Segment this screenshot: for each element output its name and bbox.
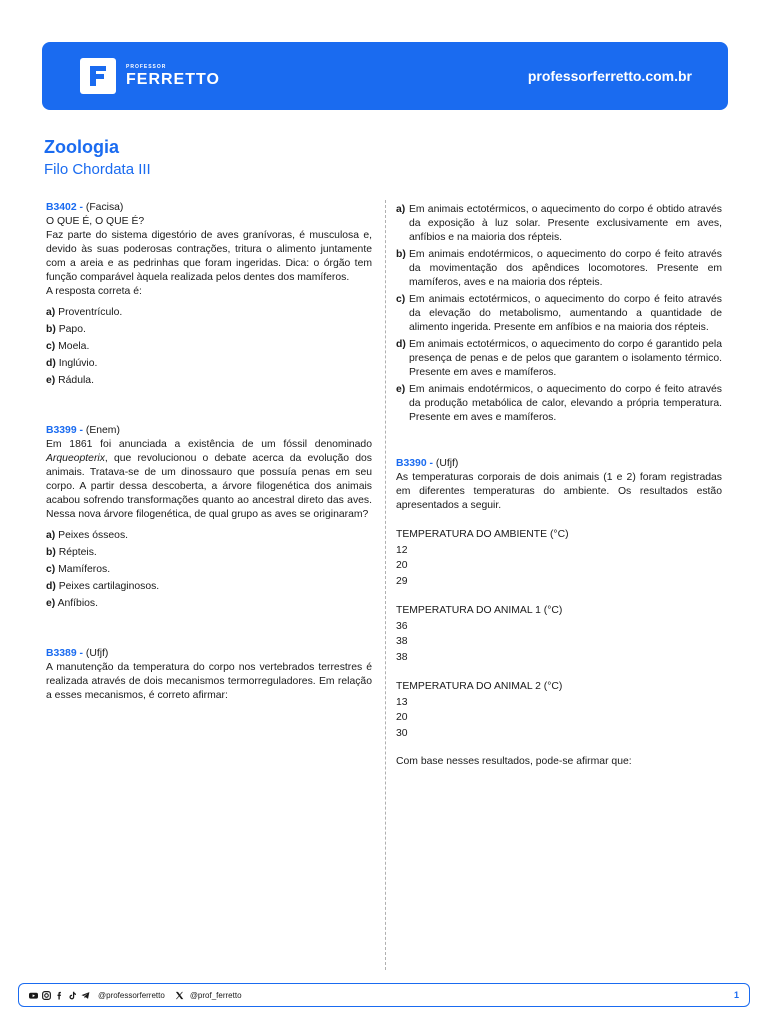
option-letter: e) — [46, 598, 56, 609]
site-link[interactable]: professorferretto.com.br — [527, 68, 692, 84]
question-line: O QUE É, O QUE É? — [46, 216, 145, 227]
option-letter: b) — [396, 249, 406, 260]
logo-f-icon — [80, 58, 116, 94]
footer-handle-2[interactable]: @prof_ferretto — [189, 990, 242, 1000]
option-c[interactable] — [46, 563, 372, 577]
option-letter: c) — [46, 341, 56, 352]
option-text: Em animais endotérmicos, o aquecimento do corpo é feito através da movimentação dos apêndices locomotores. Presente em mamíferos, aves e na maioria dos répteis. — [409, 249, 722, 288]
option-letter: e) — [396, 384, 406, 395]
question-prompt: A resposta correta é: — [46, 286, 142, 297]
data-value: 20 — [396, 560, 408, 571]
data-value: 12 — [396, 544, 408, 556]
option-d[interactable] — [46, 580, 372, 594]
option-text: Em animais ectotérmicos, o aquecimento do corpo é feito através da elevação do metabolismo, aumentando a quantidade de alimento ingerida. Presente em anfíbios e na maioria dos répteis. — [409, 294, 722, 333]
option-letter: d) — [46, 581, 56, 592]
page-subtitle: Filo Chordata III — [44, 161, 151, 178]
footer-handle-1[interactable]: @professorferretto — [98, 990, 165, 1000]
option-a[interactable] — [396, 203, 722, 245]
option-a[interactable] — [46, 529, 372, 543]
option-letter: a) — [46, 307, 56, 318]
column-divider — [385, 200, 386, 970]
option-c[interactable] — [46, 340, 372, 354]
option-text: Em animais endotérmicos, o aquecimento do corpo é feito através da produção metabólica de calor, elevando a própria temperatura. Presente em aves e mamíferos. — [409, 384, 722, 423]
data-block-ambiente — [396, 527, 722, 589]
question-text: Faz parte do sistema digestório de aves granívoras, é musculosa e, devido às suas poderosas contrações, tritura o alimento juntamente com a areia e as pedrinhas que foram ingeridas. Dica: o órgão tem função comparável àquela realizada pelos dentes dos mamíferos. — [46, 230, 372, 283]
option-text: Moela. — [58, 341, 90, 352]
option-letter: b) — [46, 324, 56, 335]
question-source: (Facisa) — [85, 202, 124, 213]
page-number: 1 — [733, 990, 739, 1000]
logo — [80, 58, 220, 94]
option-text: Répteis. — [58, 547, 97, 558]
option-text: Rádula. — [58, 375, 94, 386]
options-list-b3389 — [396, 203, 722, 425]
tiktok-icon[interactable] — [68, 991, 77, 1000]
data-value: 38 — [396, 636, 408, 647]
data-value: 36 — [396, 620, 408, 632]
x-twitter-icon[interactable] — [175, 991, 184, 1000]
option-letter: a) — [46, 530, 56, 541]
option-text: Anfíbios. — [57, 598, 99, 609]
option-text: Inglúvio. — [58, 358, 98, 369]
data-value: 13 — [396, 696, 408, 708]
option-letter: d) — [46, 358, 56, 369]
question-id: B3390 — [396, 458, 427, 469]
option-d[interactable] — [46, 357, 372, 371]
option-b[interactable] — [396, 248, 722, 290]
option-letter: c) — [396, 294, 406, 305]
option-text: Papo. — [58, 324, 86, 335]
options-list — [46, 306, 372, 388]
data-value: 29 — [396, 575, 408, 587]
page-title: Zoologia — [44, 137, 119, 157]
question-text: As temperaturas corporais de dois animais (1 e 2) foram registradas em diferentes temperaturas do ambiente. Os resultados estão apresentados a seguir. — [396, 472, 722, 511]
page-heading — [44, 136, 151, 180]
question-id: B3389 — [46, 648, 77, 659]
question-b3402: B3402 - (Facisa) O QUE É, O QUE É? Faz parte do sistema digestório de aves granívoras, é musculosa e, devido às suas poderosas contrações, tritura o alimento juntamente com a areia e as pedrinhas que foram ingeridas. Dica: o órgão tem função comparável àquela realizada pelos dentes dos mamíferos. A resposta correta é: a) Proventrículo. b) Papo. c) Moela. d) Inglúvio. e) Rádula. — [46, 202, 372, 386]
logo-text — [126, 65, 220, 88]
question-id: B3399 — [46, 425, 77, 436]
social-icons — [29, 991, 248, 1000]
option-text: Peixes cartilaginosos. — [58, 581, 160, 592]
question-text: Em 1861 foi anunciada a existência de um fóssil denominado Arqueopterix, que revolucionou o debate acerca da evolução dos animais. Tratava-se de um dinossauro que possuía penas em seu corpo. A partir dessa descoberta, a árvore filogenética dos animais acabou sofrendo transformações quanto ao ancestral direto das aves. Nessa nova árvore filogenética, de qual grupo as aves se originaram? — [46, 439, 372, 520]
telegram-icon[interactable] — [81, 991, 90, 1000]
option-text: Proventrículo. — [58, 307, 123, 318]
option-c[interactable] — [396, 293, 722, 335]
data-block-label: TEMPERATURA DO AMBIENTE (°C) — [396, 529, 569, 540]
instagram-icon[interactable] — [42, 991, 51, 1000]
left-column — [46, 201, 372, 733]
logo-small-text: PROFESSOR — [126, 63, 167, 70]
youtube-icon[interactable] — [29, 991, 38, 1000]
data-block-label: TEMPERATURA DO ANIMAL 1 (°C) — [396, 605, 563, 616]
header-banner — [42, 42, 728, 110]
data-value: 30 — [396, 727, 408, 739]
data-block-label: TEMPERATURA DO ANIMAL 2 (°C) — [396, 681, 563, 692]
option-b[interactable] — [46, 323, 372, 337]
question-b3399: B3399 - (Enem) Em 1861 foi anunciada a existência de um fóssil denominado Arqueopterix, que revolucionou o debate acerca da evolução dos animais. Tratava-se de um dinossauro que possuía penas em seu corpo. A partir dessa descoberta, a árvore filogenética dos animais acabou sofrendo transformações quanto ao ancestral direto das aves. Nessa nova árvore filogenética, de qual grupo as aves se originaram? a) Peixes ósseos. b) Répteis. c) Mamíferos. d) Peixes cartilaginosos. e) Anfíbios. — [46, 425, 372, 609]
question-source: (Ufjf) — [435, 458, 459, 469]
question-text: A manutenção da temperatura do corpo nos vertebrados terrestres é realizada através de dois mecanismos termorreguladores. Em relação a esses mecanismos, é correto afirmar: — [46, 662, 372, 701]
question-source: (Ufjf) — [85, 648, 109, 659]
option-letter: c) — [46, 564, 56, 575]
option-b[interactable] — [46, 546, 372, 560]
data-value: 20 — [396, 712, 408, 723]
option-text: Em animais ectotérmicos, o aquecimento do corpo é garantido pela presença de penas e de pelos que garantem o isolamento térmico. Presente em aves e mamíferos. — [409, 339, 722, 378]
option-letter: d) — [396, 339, 406, 350]
question-b3390: B3390 - (Ufjf) As temperaturas corporais de dois animais (1 e 2) foram registradas em diferentes temperaturas do ambiente. Os resultados estão apresentados a seguir. TEMPERATURA DO AMBIENTE (°C) 12 20 29 TEMPERATURA DO ANIMAL 1 (°C) 36 38 38 TEMPERATURA DO ANIMAL 2 (°C) 13 20 30 Com base nesses resultados, pode-se afirmar que: — [396, 458, 722, 767]
option-text: Peixes ósseos. — [58, 530, 129, 541]
option-text: Em animais ectotérmicos, o aquecimento do corpo é obtido através da exposição à luz solar. Presente exclusivamente em aves, anfíbios e na maioria dos répteis. — [409, 204, 722, 243]
option-e[interactable] — [46, 374, 372, 388]
facebook-icon[interactable] — [55, 991, 64, 1000]
data-value: 38 — [396, 651, 408, 663]
logo-brand-text: FERRETTO — [126, 70, 220, 88]
option-a[interactable] — [46, 306, 372, 320]
data-block-animal-1 — [396, 603, 722, 665]
question-closing: Com base nesses resultados, pode-se afirmar que: — [396, 756, 632, 767]
question-source: (Enem) — [85, 425, 120, 436]
option-letter: e) — [46, 375, 56, 386]
option-letter: a) — [396, 204, 406, 215]
question-b3389: B3389 - (Ufjf) A manutenção da temperatura do corpo nos vertebrados terrestres é realizada através de dois mecanismos termorreguladores. Em relação a esses mecanismos, é correto afirmar: — [46, 648, 372, 701]
right-column — [396, 203, 722, 769]
options-list — [46, 529, 372, 611]
data-block-animal-2 — [396, 679, 722, 741]
option-e[interactable] — [396, 383, 722, 425]
option-text: Mamíferos. — [58, 564, 111, 575]
option-letter: b) — [46, 547, 56, 558]
question-id: B3402 — [46, 202, 77, 213]
option-e[interactable] — [46, 597, 372, 611]
option-d[interactable] — [396, 338, 722, 380]
footer-bar — [18, 983, 750, 1007]
